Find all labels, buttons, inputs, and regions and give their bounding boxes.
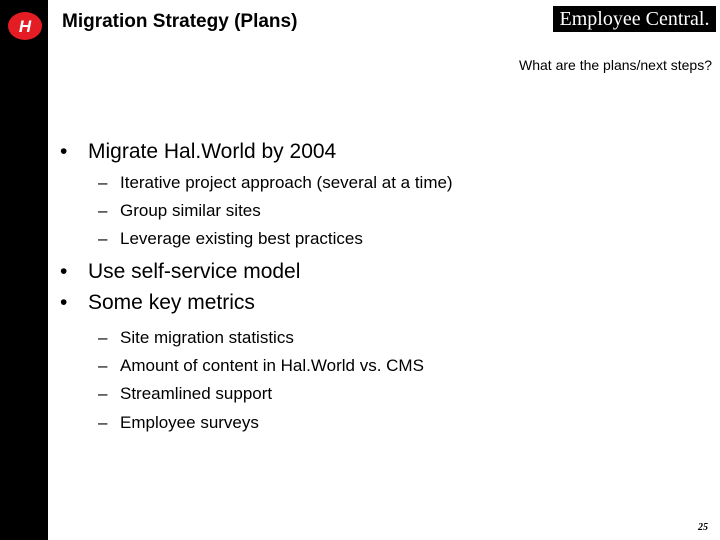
sub-bullet-text: Streamlined support	[120, 384, 273, 403]
sub-bullet-item	[98, 356, 424, 376]
sub-bullet-item	[98, 173, 453, 193]
bullet-item	[60, 140, 336, 164]
bullet-text: Use self-service model	[88, 260, 301, 283]
sub-bullet-text: Iterative project approach (several at a time)	[120, 173, 453, 192]
dash-marker: –	[98, 356, 108, 375]
left-sidebar-bar	[0, 0, 48, 540]
dash-marker: –	[98, 173, 108, 192]
sub-bullet-text: Leverage existing best practices	[120, 229, 363, 248]
bullet-text: Migrate Hal.World by 2004	[88, 140, 337, 163]
bullet-marker: •	[60, 140, 68, 163]
dash-marker: –	[98, 413, 108, 432]
sub-bullet-item	[98, 413, 259, 433]
slide-subtitle: What are the plans/next steps?	[519, 57, 712, 73]
sub-bullet-item	[98, 384, 272, 404]
sub-bullet-item	[98, 229, 363, 249]
sub-bullet-text: Amount of content in Hal.World vs. CMS	[120, 356, 424, 375]
dash-marker: –	[98, 229, 108, 248]
brand-wordmark: Employee Central.	[553, 6, 716, 32]
company-logo-icon	[7, 11, 43, 41]
sub-bullet-text: Site migration statistics	[120, 328, 294, 347]
bullet-marker: •	[60, 291, 68, 314]
dash-marker: –	[98, 201, 108, 220]
dash-marker: –	[98, 328, 108, 347]
logo-letter: H	[18, 17, 32, 36]
sub-bullet-text: Employee surveys	[120, 413, 259, 432]
bullet-text: Some key metrics	[88, 291, 255, 314]
bullet-item	[60, 291, 255, 315]
dash-marker: –	[98, 384, 108, 403]
bullet-item	[60, 260, 300, 284]
page-number: 25	[698, 522, 708, 533]
sub-bullet-item	[98, 201, 261, 221]
sub-bullet-text: Group similar sites	[120, 201, 261, 220]
bullet-marker: •	[60, 260, 68, 283]
sub-bullet-item	[98, 328, 294, 348]
slide-title: Migration Strategy (Plans)	[62, 11, 298, 32]
